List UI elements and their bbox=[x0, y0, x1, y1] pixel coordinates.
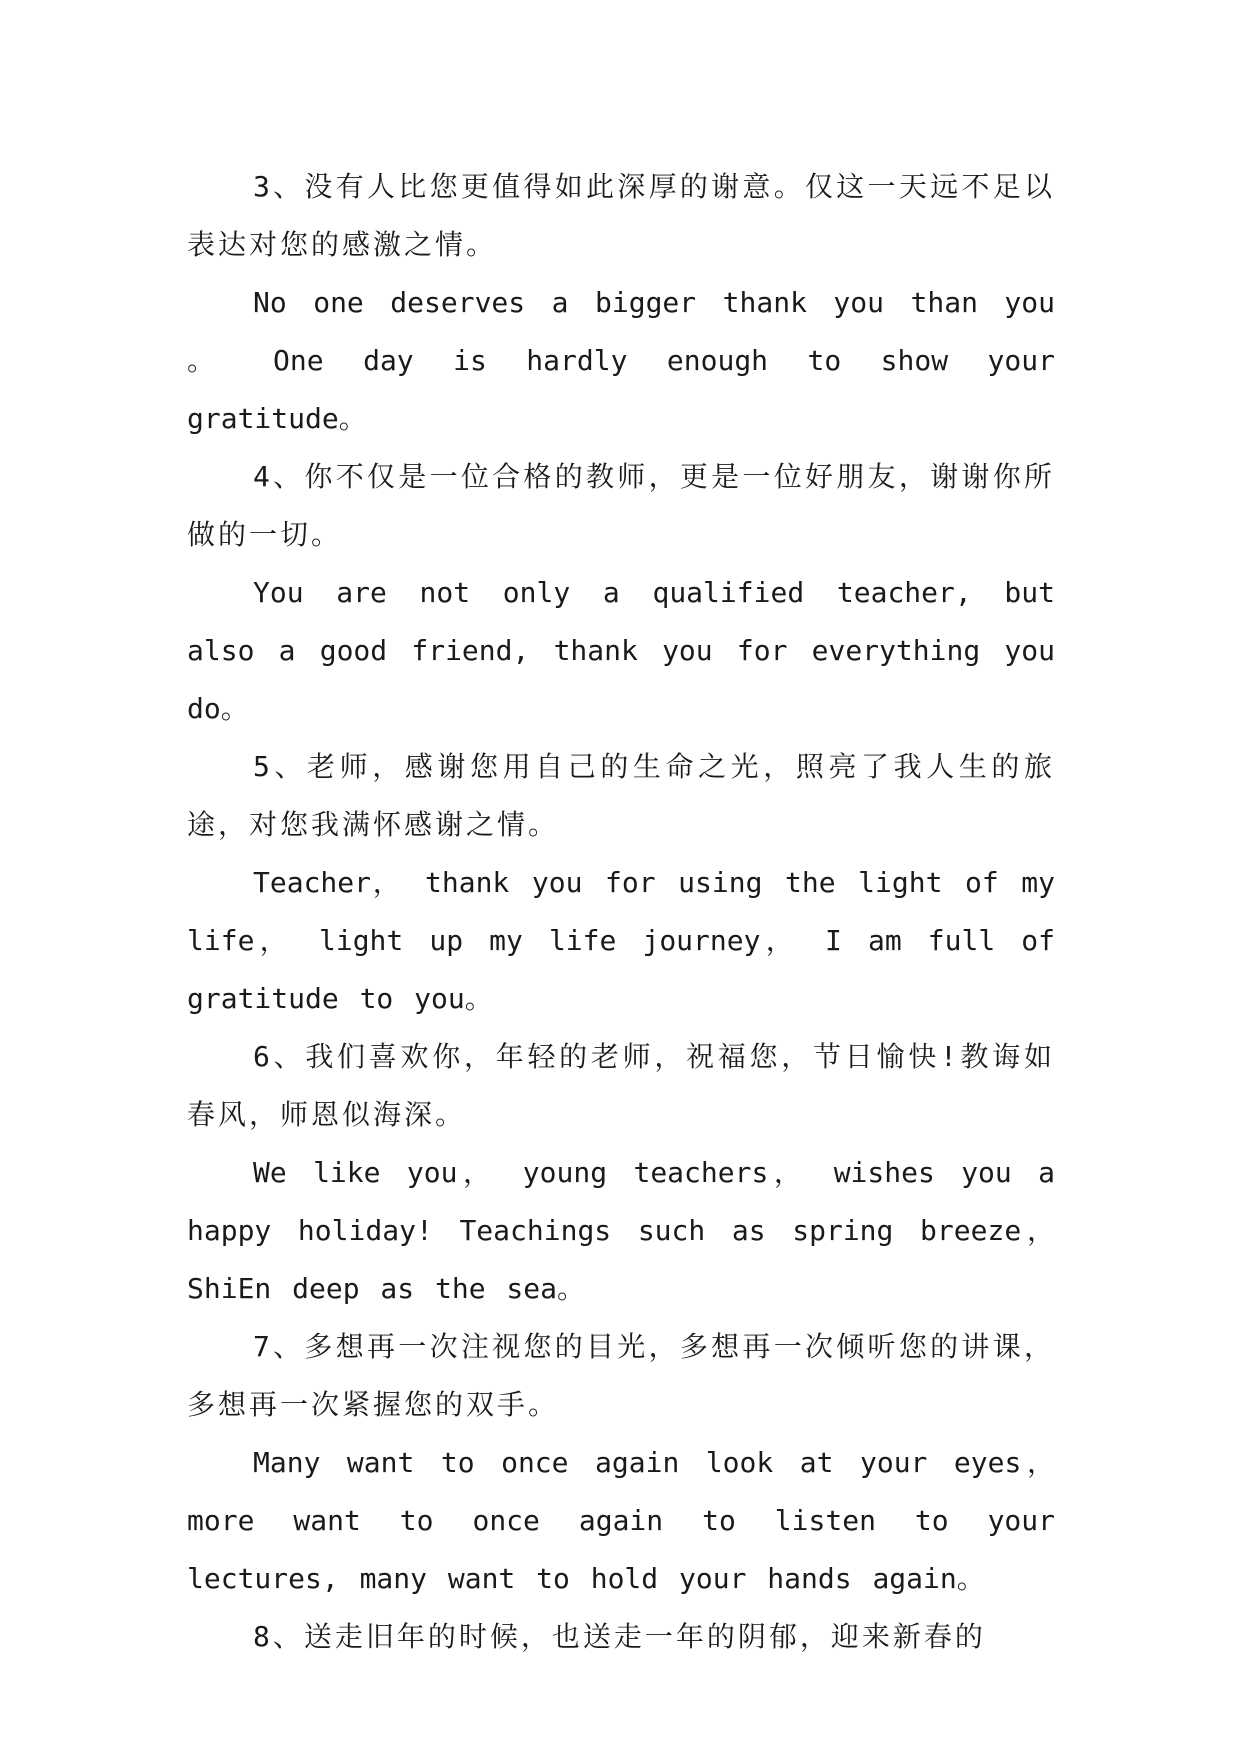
paragraph-6-en: We like you， young teachers， wishes you a happy holiday! Teachings such as spring breeze，ShiEn deep as the sea。 bbox=[187, 1156, 1055, 1305]
paragraph-7-en: Many want to once again look at your eyes，more want to once again to listen to your lectures, many want to hold your hands again。 bbox=[187, 1446, 1055, 1595]
paragraph-5-zh: 5、老师，感谢您用自己的生命之光，照亮了我人生的旅途，对您我满怀感谢之情。 bbox=[187, 750, 1055, 841]
paragraph-4-en: You are not only a qualified teacher, but also a good friend, thank you for everything you do。 bbox=[187, 576, 1055, 725]
document-page bbox=[187, 158, 1055, 1666]
paragraph-6-zh: 6、我们喜欢你，年轻的老师，祝福您，节日愉快!教诲如春风，师恩似海深。 bbox=[187, 1040, 1055, 1131]
paragraph-5-en: Teacher， thank you for using the light of my life， light up my life journey， I am full of gratitude to you。 bbox=[187, 866, 1055, 1015]
paragraph-3-zh: 3、没有人比您更值得如此深厚的谢意。仅这一天远不足以表达对您的感激之情。 bbox=[187, 170, 1055, 261]
paragraph-7-zh: 7、多想再一次注视您的目光，多想再一次倾听您的讲课，多想再一次紧握您的双手。 bbox=[187, 1330, 1055, 1421]
paragraph-4-zh: 4、你不仅是一位合格的教师，更是一位好朋友，谢谢你所做的一切。 bbox=[187, 460, 1055, 551]
paragraph-3-en: No one deserves a bigger thank you than you 。 One day is hardly enough to show your gratitude。 bbox=[187, 286, 1055, 435]
paragraph-8-zh: 8、送走旧年的时候，也送走一年的阴郁，迎来新春的 bbox=[253, 1620, 986, 1653]
